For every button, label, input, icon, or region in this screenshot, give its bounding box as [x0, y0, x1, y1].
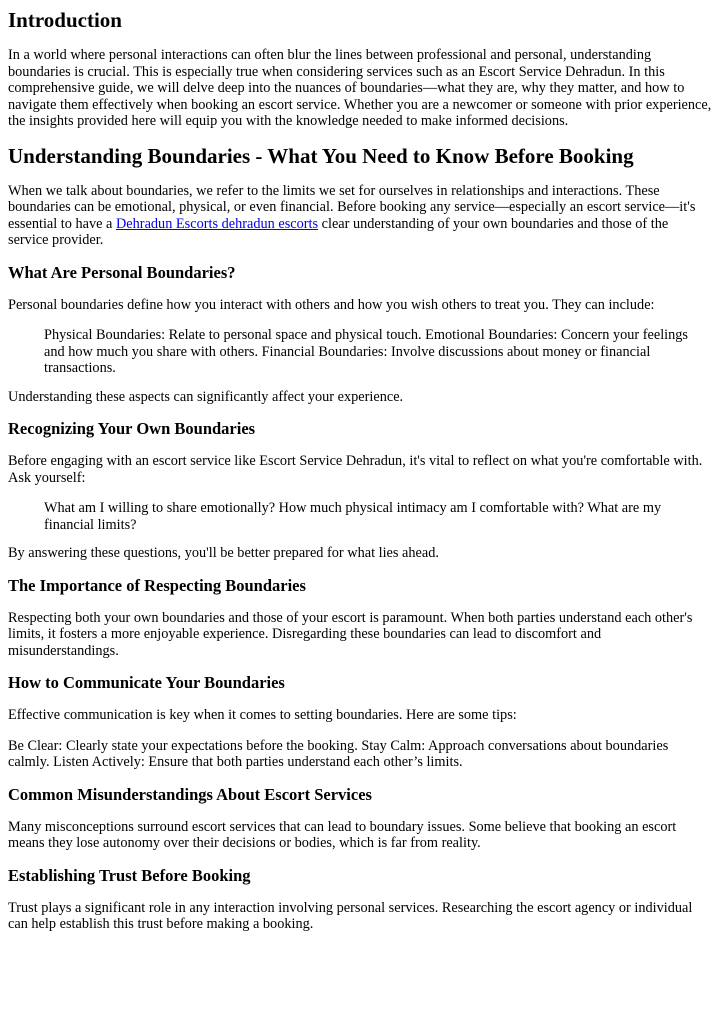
personal-boundaries-quote: Physical Boundaries: Relate to personal space and physical touch. Emotional Boundaries: Concern your feelings and how much you share with others. Financial Boundaries: Involve discussions about money or financial transactions. — [44, 327, 688, 376]
understanding-paragraph — [8, 183, 712, 249]
communicate-heading: How to Communicate Your Boundaries — [8, 673, 285, 692]
understanding-text-before: When we talk about boundaries, we refer to the limits we set for ourselves in relationships and interactions. These boundaries can be emotional, physical, or even financial. Before booking any service—especially an escort service—it's essential to have a — [8, 182, 696, 232]
article — [0, 8, 720, 933]
trust-heading: Establishing Trust Before Booking — [8, 865, 251, 885]
misunderstandings-heading: Common Misunderstandings About Escort Services — [8, 784, 372, 804]
recognizing-closing: By answering these questions, you'll be better prepared for what lies ahead. — [8, 545, 439, 561]
personal-boundaries-paragraph: Personal boundaries define how you interact with others and how you wish others to treat you. They can include: — [8, 296, 655, 313]
communicate-tips: Be Clear: Clearly state your expectations before the booking. Stay Calm: Approach conversations about boundaries calmly. Listen Actively: Ensure that both parties understand each other’s limits. — [8, 737, 669, 770]
recognizing-quote: What am I willing to share emotionally? How much physical intimacy am I comfortable with? What are my financial limits? — [44, 500, 662, 533]
intro-paragraph: In a world where personal interactions can often blur the lines between professional and personal, understanding boundaries is crucial. This is especially true when considering services such as an Escort Service Dehradun. In this comprehensive guide, we will delve deep into the nuances of boundaries—what they are, why they matter, and how to navigate them effectively when booking an escort service. Whether you are a newcomer or someone with prior experience, the insights provided here will equip you with the knowledge needed to make informed decisions. — [8, 47, 712, 129]
understanding-text-after: clear understanding of your own boundaries and those of the service provider. — [8, 215, 669, 248]
communicate-paragraph: Effective communication is key when it comes to setting boundaries. Here are some tips: — [8, 707, 517, 723]
recognizing-heading: Recognizing Your Own Boundaries — [8, 419, 256, 438]
importance-heading: The Importance of Respecting Boundaries — [8, 575, 306, 595]
importance-paragraph: Respecting both your own boundaries and those of your escort is paramount. When both parties understand each other's limits, it fosters a more enjoyable experience. Disregarding these boundaries can lead to discomfort and misunderstandings. — [8, 609, 693, 659]
personal-boundaries-heading: What Are Personal Boundaries? — [8, 262, 236, 282]
misunderstandings-paragraph: Many misconceptions surround escort services that can lead to boundary issues. Some believe that booking an escort means they lose autonomy over their decisions or bodies, which is far from reality. — [8, 818, 677, 851]
recognizing-paragraph: Before engaging with an escort service like Escort Service Dehradun, it's vital to reflect on what you're comfortable with. Ask yourself: — [8, 453, 703, 486]
intro-heading: Introduction — [8, 8, 122, 32]
personal-boundaries-closing: Understanding these aspects can significantly affect your experience. — [8, 388, 404, 405]
understanding-heading: Understanding Boundaries - What You Need to Know Before Booking — [8, 143, 634, 168]
trust-paragraph: Trust plays a significant role in any interaction involving personal services. Researching the escort agency or individual can help establish this trust before making a booking. — [8, 899, 693, 932]
dehradun-escorts-link[interactable]: Dehradun Escorts dehradun escorts — [115, 215, 319, 232]
